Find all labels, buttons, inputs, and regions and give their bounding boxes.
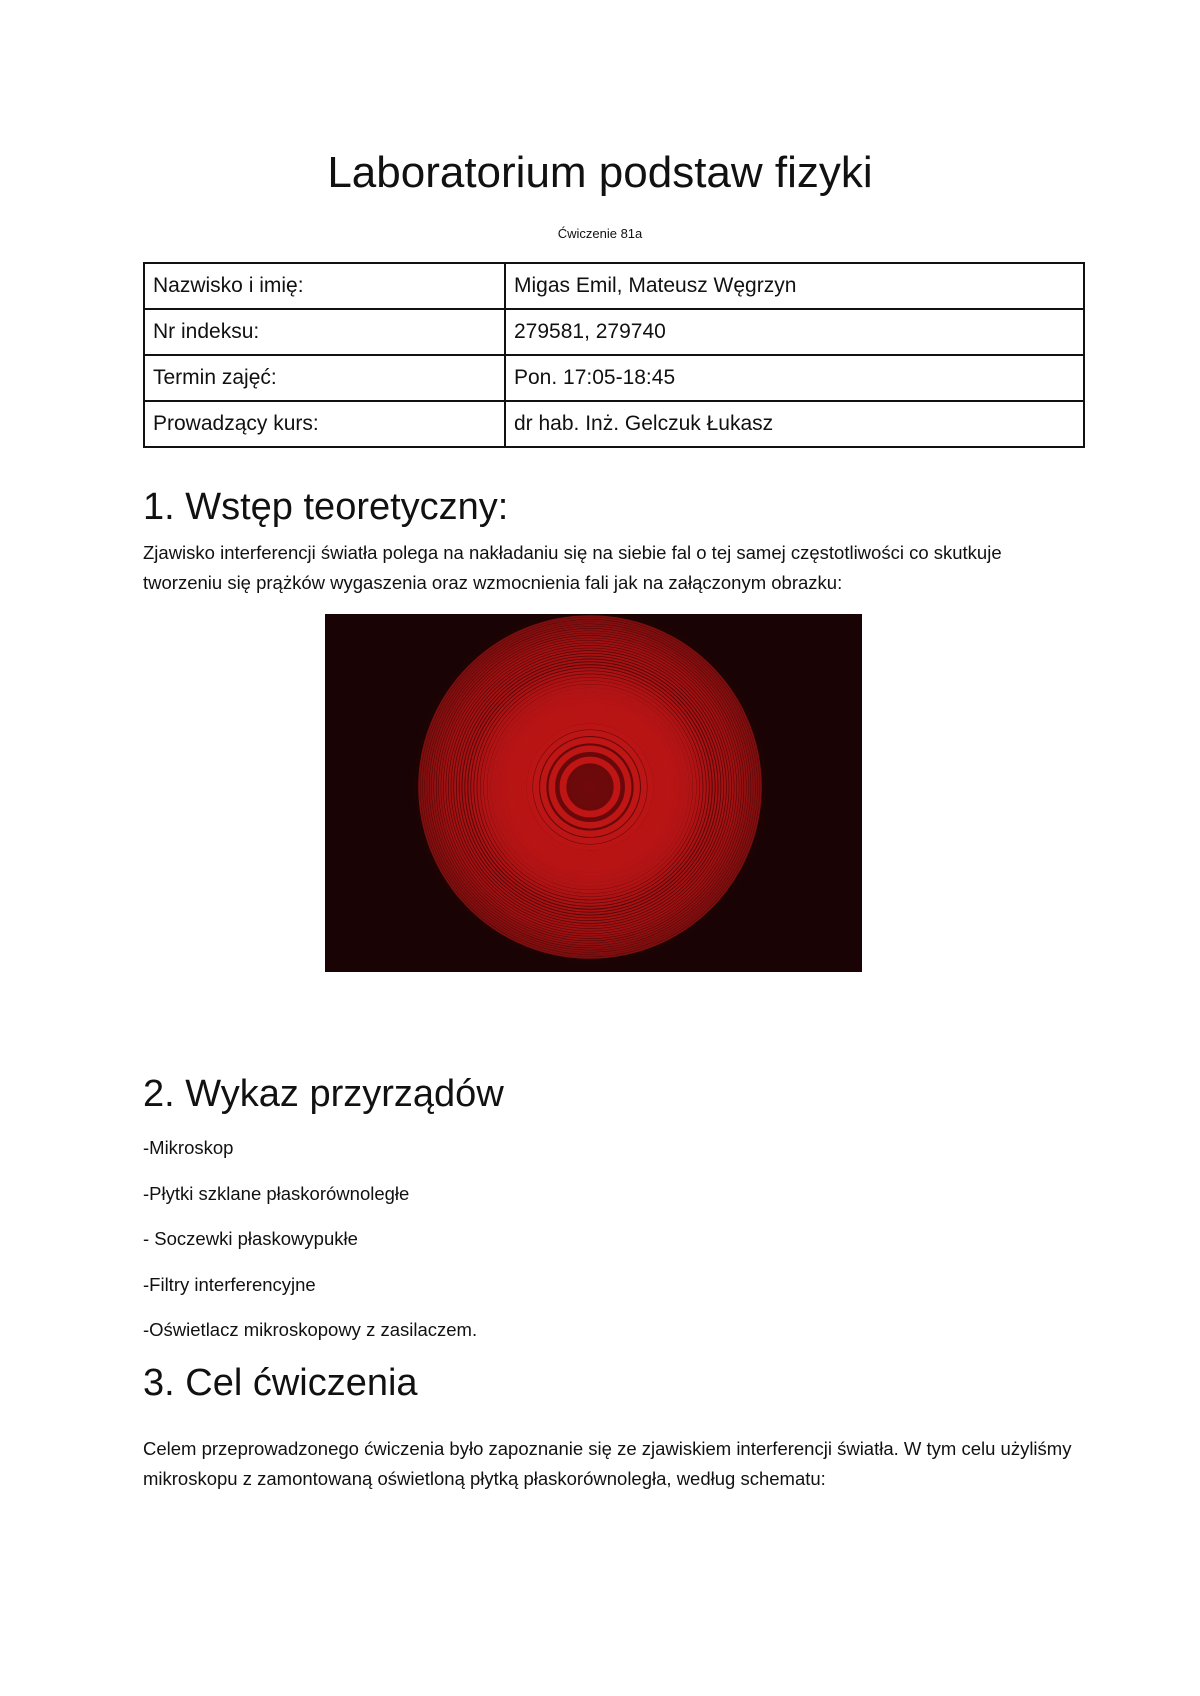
list-item: -Filtry interferencyjne	[143, 1273, 316, 1295]
table-cell-label: Termin zajęć:	[144, 355, 505, 401]
section-heading-intro: 1. Wstęp teoretyczny:	[143, 486, 509, 528]
table-cell-value: 279581, 279740	[505, 309, 1084, 355]
section-heading-goal: 3. Cel ćwiczenia	[143, 1362, 418, 1404]
table-cell-label: Prowadzący kurs:	[144, 401, 505, 447]
info-table	[143, 262, 1085, 448]
table-row	[144, 401, 1084, 447]
section-heading-instruments: 2. Wykaz przyrządów	[143, 1073, 504, 1115]
table-row	[144, 309, 1084, 355]
table-cell-value: Pon. 17:05-18:45	[505, 355, 1084, 401]
table-row	[144, 355, 1084, 401]
list-item: -Oświetlacz mikroskopowy z zasilaczem.	[143, 1319, 478, 1340]
list-item: -Mikroskop	[143, 1137, 234, 1158]
instruments-list	[143, 1134, 477, 1362]
list-item: - Soczewki płaskowypukłe	[143, 1228, 358, 1249]
newton-rings-image	[325, 614, 862, 972]
table-cell-value: Migas Emil, Mateusz Węgrzyn	[505, 263, 1084, 309]
goal-paragraph: Celem przeprowadzonego ćwiczenia było zapoznanie się ze zjawiskiem interferencji światła. W tym celu użyliśmy mikroskopu z zamontowaną oświetloną płytką płaskorównoległa, według schematu:	[143, 1438, 1072, 1489]
exercise-subtitle: Ćwiczenie 81a	[557, 226, 643, 241]
page-title: Laboratorium podstaw fizyki	[327, 148, 873, 197]
table-row	[144, 263, 1084, 309]
table-cell-value: dr hab. Inż. Gelczuk Łukasz	[505, 401, 1084, 447]
intro-paragraph: Zjawisko interferencji światła polega na nakładaniu się na siebie fal o tej samej częstotliwości co skutkuje tworzeniu się prążków wygaszenia oraz wzmocnienia fali jak na załączonym obrazku:	[143, 542, 1002, 593]
table-cell-label: Nr indeksu:	[144, 309, 505, 355]
newton-rings-icon	[325, 614, 862, 972]
table-cell-label: Nazwisko i imię:	[144, 263, 505, 309]
list-item: -Płytki szklane płaskorównoległe	[143, 1182, 410, 1204]
